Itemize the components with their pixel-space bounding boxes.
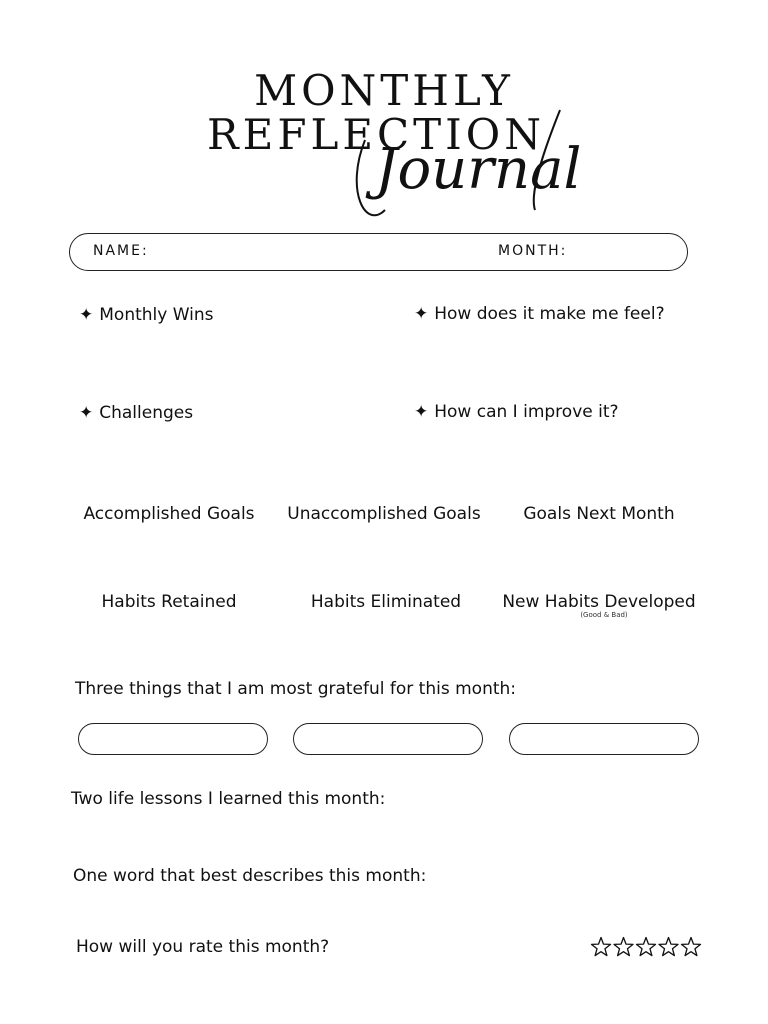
star-icon-1[interactable] — [591, 938, 610, 956]
sparkle-icon: ✦ — [79, 403, 94, 423]
sparkle-icon: ✦ — [79, 305, 94, 325]
new-habits-heading: New Habits Developed — [502, 592, 696, 612]
name-label: NAME: — [93, 243, 149, 259]
star-icon-2[interactable] — [614, 938, 633, 956]
sparkle-icon: ✦ — [414, 304, 429, 324]
gratitude-field-1[interactable] — [78, 723, 268, 755]
star-icon-5[interactable] — [681, 938, 700, 956]
name-month-bar[interactable] — [69, 233, 688, 271]
journal-script-word: Journal — [375, 137, 582, 202]
star-icon-3[interactable] — [636, 938, 655, 956]
month-label: MONTH: — [498, 243, 568, 259]
unaccomplished-goals-heading: Unaccomplished Goals — [287, 504, 481, 524]
feel-label: How does it make me feel? — [434, 304, 665, 324]
good-bad-note: (Good & Bad) — [580, 611, 628, 619]
monthly-wins-label: Monthly Wins — [99, 305, 214, 325]
star-icon-4[interactable] — [659, 938, 678, 956]
gratitude-field-3[interactable] — [509, 723, 699, 755]
accomplished-goals-heading: Accomplished Goals — [83, 504, 255, 524]
lessons-prompt: Two life lessons I learned this month: — [71, 789, 386, 809]
rating-prompt: How will you rate this month? — [76, 937, 330, 957]
title-reflection: REFLECTION — [207, 110, 545, 159]
journal-script-title — [335, 100, 585, 235]
feel-prompt — [414, 304, 665, 324]
improve-prompt — [414, 402, 619, 422]
sparkle-icon: ✦ — [414, 402, 429, 422]
habits-retained-heading: Habits Retained — [101, 592, 237, 612]
challenges-prompt — [79, 403, 193, 423]
one-word-prompt: One word that best describes this month: — [73, 866, 427, 886]
goals-next-month-heading: Goals Next Month — [523, 504, 675, 524]
gratitude-prompt: Three things that I am most grateful for this month: — [75, 679, 517, 699]
gratitude-field-2[interactable] — [293, 723, 483, 755]
improve-label: How can I improve it? — [434, 402, 619, 422]
habits-eliminated-heading: Habits Eliminated — [310, 592, 462, 612]
monthly-wins-prompt — [79, 305, 214, 325]
challenges-label: Challenges — [99, 403, 194, 423]
star-rating[interactable] — [590, 936, 702, 958]
title-monthly: MONTHLY — [254, 66, 514, 115]
